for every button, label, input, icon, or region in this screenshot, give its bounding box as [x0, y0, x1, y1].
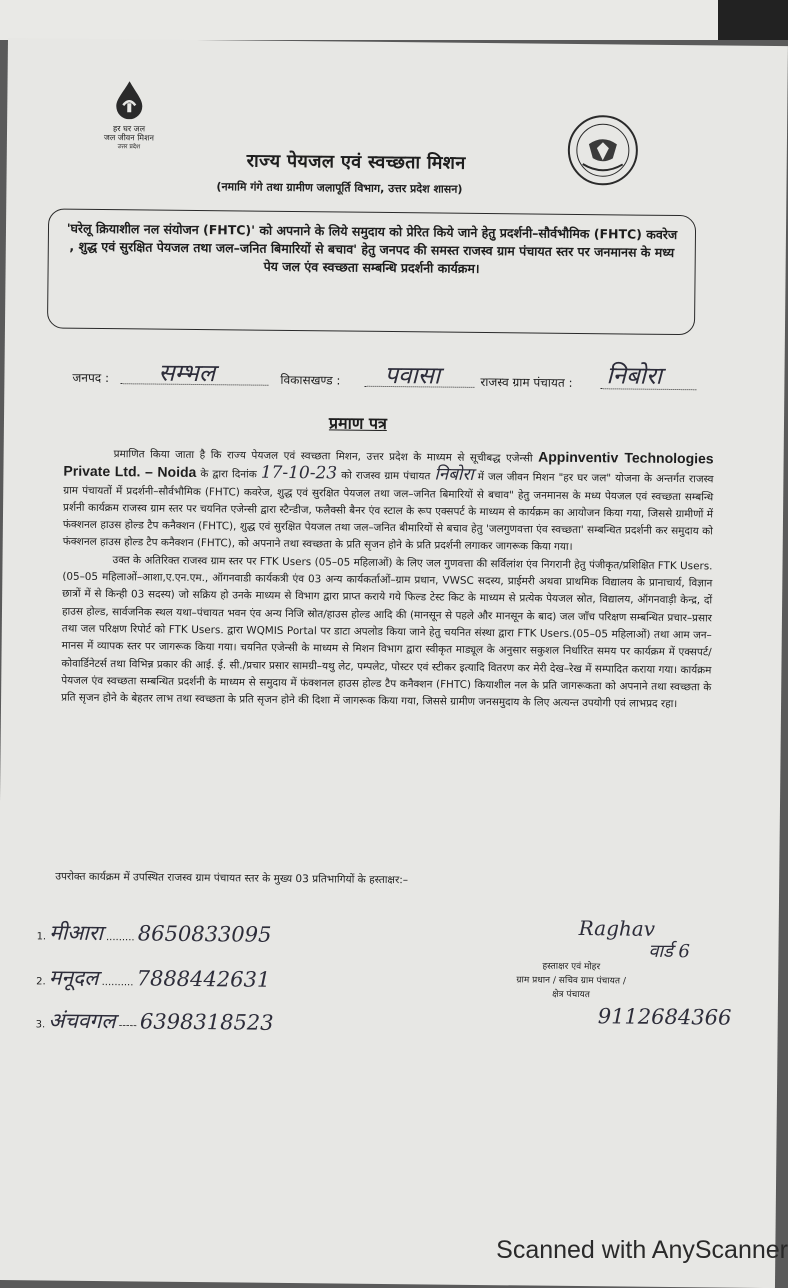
agency-name: Appinventiv Technologies Private Ltd. – Noida: [63, 448, 714, 481]
participant-phone: 6398318523: [139, 1009, 274, 1035]
signature-intro: उपरोक्त कार्यक्रम में उपस्थित राजस्व ग्राम पंचायत स्तर के मुख्य 03 प्रतिभागियों के हस्ताक्षर:–: [55, 870, 409, 887]
participant-phone: 8650833095: [137, 921, 272, 947]
mission-subtitle: (नमामि गंगे तथा ग्रामीण जलापूर्ति विभाग, उत्तर प्रदेश शासन): [216, 180, 463, 196]
official-phone: 9112684366: [597, 1004, 732, 1030]
block-value: पवासा: [384, 360, 441, 390]
village-name: निबोरा: [434, 464, 474, 486]
certificate-title: प्रमाण पत्र: [328, 413, 387, 433]
block-label: विकासखण्ड :: [280, 372, 341, 388]
official-designation: [486, 959, 656, 1003]
official-signature: Raghav: [578, 916, 656, 941]
official-ward: वार्ड 6: [648, 940, 691, 963]
official-line-2: ग्राम प्रधान / सचिव ग्राम पंचायत /: [516, 975, 626, 987]
location-fields: [72, 357, 703, 390]
scanner-watermark: Scanned with AnyScanner: [496, 1236, 788, 1264]
signature-row-2: 2. मनूदल .......... 7888442631: [36, 965, 271, 992]
official-line-1: हस्ताक्षर एवं मोहर: [542, 961, 601, 973]
participant-signature: मीआरा: [49, 920, 103, 946]
scan-top-strip: [0, 0, 720, 40]
signature-row-1: 1. मीआरा ......... 8650833095: [36, 920, 272, 947]
district-label: जनपद :: [72, 370, 110, 386]
up-government-seal-icon: [566, 114, 639, 187]
participant-signature: मनूदल: [48, 965, 99, 990]
panchayat-value: निबोरा: [606, 361, 663, 390]
paragraph-1: [63, 444, 714, 559]
official-line-3: क्षेत्र पंचायत: [552, 989, 590, 1001]
participant-signature: अंचवगल: [48, 1008, 116, 1034]
district-value: सम्भल: [158, 358, 216, 388]
logo-line-1: हर घर जल: [113, 124, 146, 134]
mission-title: राज्य पेयजल एवं स्वच्छता मिशन: [246, 150, 466, 174]
participant-phone: 7888442631: [136, 966, 271, 992]
scan-dark-corner: [718, 0, 788, 40]
program-description-box: 'घरेलू क्रियाशील नल संयोजन (FHTC)' को अपनाने के लिये समुदाय को प्रेरित किये जाने हेतु प्रदर्शनी–सौर्वभौमिक (FHTC) कवरेज , शुद्ध एवं सुरक्षित पेयजल तथा जल–जनित बिमारियों से बचाव' हेतु जनपद की समस्त राजस्व ग्राम पंचायत स्तर पर जनमानस के मध्य पेय जल एंव स्वच्छता सम्बन्धि प्रदर्शनी कार्यक्रम।: [47, 208, 696, 335]
logo-line-2: जल जीवन मिशन: [103, 133, 155, 143]
p1-after-date: को राजस्व ग्राम पंचायत: [341, 469, 431, 483]
jal-jeevan-mission-logo: [99, 79, 160, 152]
certificate-body: [61, 444, 714, 714]
event-date: 17-10-23: [260, 462, 338, 484]
signature-row-3: 3. अंचवगल ----- 6398318523: [35, 1008, 274, 1035]
paragraph-2: उक्त के अतिरिक्त राजस्व ग्राम स्तर पर FTK Users (05–05 महिलाओं) के लिए जल गुणवत्ता की सर्विलांश एंव निगरानी हेतु पंजीकृत/प्रशिक्षित FTK Users.(05–05 महिलाओं–आशा,ए.एन.एम., ऑगनवाडी कार्यकत्री एंव 03 अन्य कार्यकर्ताओं–ग्राम प्रधान, VWSC सदस्य, प्राईमरी अथवा प्राथमिक विद्यालय के प्रानाचार्य, विज्ञान छात्रों में से किन्ही 03 सदस्य) जो सक्रिय हो उनके माध्यम से विभाग द्वारा प्राप्त कराये गये फिल्ड टेस्ट किट के माध्यम से प्रत्येक पेयजल स्रोत, विद्यालय, ऑगनवाड़ी केन्द्र, दों हाउस होल्ड, सार्वजनिक स्थल यथा–पंचायत भवन एंव अन्य निजि स्रोत/हाउस होल्ड आदि की (मानसून से पहले और मानसून के बाद) जल जाँच परिक्षण सम्बन्धित प्रचार–प्रसार तथा जल परिक्षण रिपोर्ट को FTK Users. द्वारा WQMIS Portal पर डाटा अपलोड किया जाने हेतु चयनित संस्था द्वारा FTK Users.(05–05 महिलाओं) तथा आम जन–मानस में व्यापक स्तर पर जागरूक किया गया। चयनित एजेन्सी के माध्यम से मिशन विभाग द्वारा स्वीकृत माड्यूल के अनुसार सकुशल निर्धारित समय पर कार्यक्रम में एक्सपर्ट/कोवार्डिनेटर्स तथा विभिन्न प्रकार की आई. ई. सी./प्रचार प्रसार सामग्री–यथु लेट, पम्पलेट, पोस्टर एवं स्टीकर इत्यादि वितरण कर मेरी देख–रेख में सम्पादित कराया गया। कार्यक्रम पेयजल एंव स्वच्छता सम्बन्धित प्रदर्शनी के माध्यम से समुदाय में फंक्शनल हाउस होल्ड टैप कनैक्शन (FHTC) कियाशील नल के प्रति जागरूकता को अपनाने तथा स्वच्छता के प्रति सृजन होने के बेहतर लाभ तथा स्वच्छता के प्रति सृजन होने की दिशा में जागरूक किया गया, जिससे ग्रामीण जनसमुदाय के लिए अत्यन्त उपयोगी एवं लाभप्रद रहा।: [61, 553, 713, 711]
row-number: 1.: [36, 931, 47, 943]
document-page: [0, 38, 788, 1288]
panchayat-label: राजस्व ग्राम पंचायत :: [480, 374, 573, 390]
water-drop-icon: [112, 79, 146, 119]
p1-rest: में जल जीवन मिशन "हर घर जल" योजना के अन्तर्गत राजस्व ग्राम पंचायतों में प्रदर्शनी–सौर्वभौमिक (FHTC) कवरेज, शुद्ध एवं सुरक्षित पेयजल तथा जल–जनित बिमारियों से बचाव" हेतु जनमानस के मध्य पेयजल एवं स्वच्छता सम्बन्धि प्रर्शनी कार्यक्रम राजस्व ग्राम स्तर पर चयनित एजेन्सी द्वारा स्टैन्डीज, फलैक्सी बैनर एंव स्टाल के रूप एक्सपर्ट के माध्यम से कार्यक्रम का आयोजन किया गया, जिससे ग्रामीणों में फंक्शनल हाउस होल्ड टैप कनैक्शन (FHTC), शुद्ध एवं सुरक्षित पेयजल तथा जल–जनित बीमारियों से बचाव हेतु 'जलगुणवत्ता एंव स्वच्छता' सम्बन्धित प्रदर्शनी कर समुदाय को फंक्शनल हाउस होल्ड टैप कनैक्शन (FHTC), को अपनाने तथा स्वच्छता के प्रति सृजन होने के प्रति प्रदर्शनी लगाकर जागरूक किया गया।: [62, 471, 714, 554]
p1-start: प्रमाणित किया जाता है कि राज्य पेयजल एवं स्वच्छता मिशन, उत्तर प्रदेश के माध्यम से सूचीबद्ध एजेन्सी: [113, 448, 533, 465]
date-label: के द्वारा दिनांक: [200, 468, 257, 481]
row-number: 3.: [35, 1019, 46, 1031]
row-number: 2.: [36, 976, 46, 988]
logo-line-3: उत्तर प्रदेश: [117, 143, 141, 151]
